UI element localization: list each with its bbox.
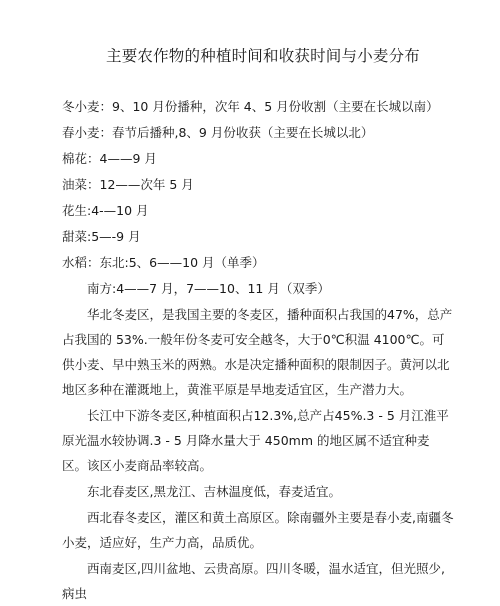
crop-spring-wheat: 春小麦：春节后播种,8、9 月份收获（主要在长城以北） bbox=[62, 125, 374, 140]
crop-cotton: 棉花：4——9 月 bbox=[62, 151, 157, 166]
document-title: 主要农作物的种植时间和收获时间与小麦分布 bbox=[106, 47, 421, 65]
paragraph-southwest: 西南麦区,四川盆地、云贵高原。四川冬暖，温水适宜，但光照少,病虫 bbox=[62, 561, 445, 601]
paragraph-yangtze: 长江中下游冬麦区,种植面积占12.3%,总产占45%.3 - 5 月江淮平原光温水较协调.3 - 5 月降水量大于 450mm 的地区属不适宜种麦区。该区小麦商品率较高。 bbox=[62, 408, 449, 473]
crop-peanut: 花生:4-—10 月 bbox=[62, 203, 149, 218]
crop-rapeseed: 油菜：12——次年 5 月 bbox=[62, 177, 194, 192]
crop-sugar-beet: 甜菜:5—-9 月 bbox=[62, 229, 141, 244]
crop-rice-northeast: 水稻：东北:5、6——10 月（单季） bbox=[62, 255, 265, 270]
crop-rice-south: 南方:4——7 月，7——10、11 月（双季） bbox=[87, 281, 330, 296]
crop-winter-wheat: 冬小麦：9、10 月份播种，次年 4、5 月份收割（主要在长城以南） bbox=[62, 99, 439, 114]
paragraph-north-china: 华北冬麦区，是我国主要的冬麦区，播种面积占我国的47%，总产占我国的 53%.一般年份冬麦可安全越冬，大于0℃积温 4100℃。可供小麦、早中熟玉米的两熟。水是决定播种面积的限制因子。黄河以北地区多种在灌溉地上，黄淮平原是旱地麦适宜区，生产潜力大。 bbox=[62, 307, 453, 397]
paragraph-northeast: 东北春麦区,黑龙江、吉林温度低，春麦适宜。 bbox=[87, 484, 341, 499]
paragraph-northwest: 西北春冬麦区，灌区和黄土高原区。除南疆外主要是春小麦,南疆冬小麦，适应好，生产力高，品质优。 bbox=[62, 510, 454, 550]
